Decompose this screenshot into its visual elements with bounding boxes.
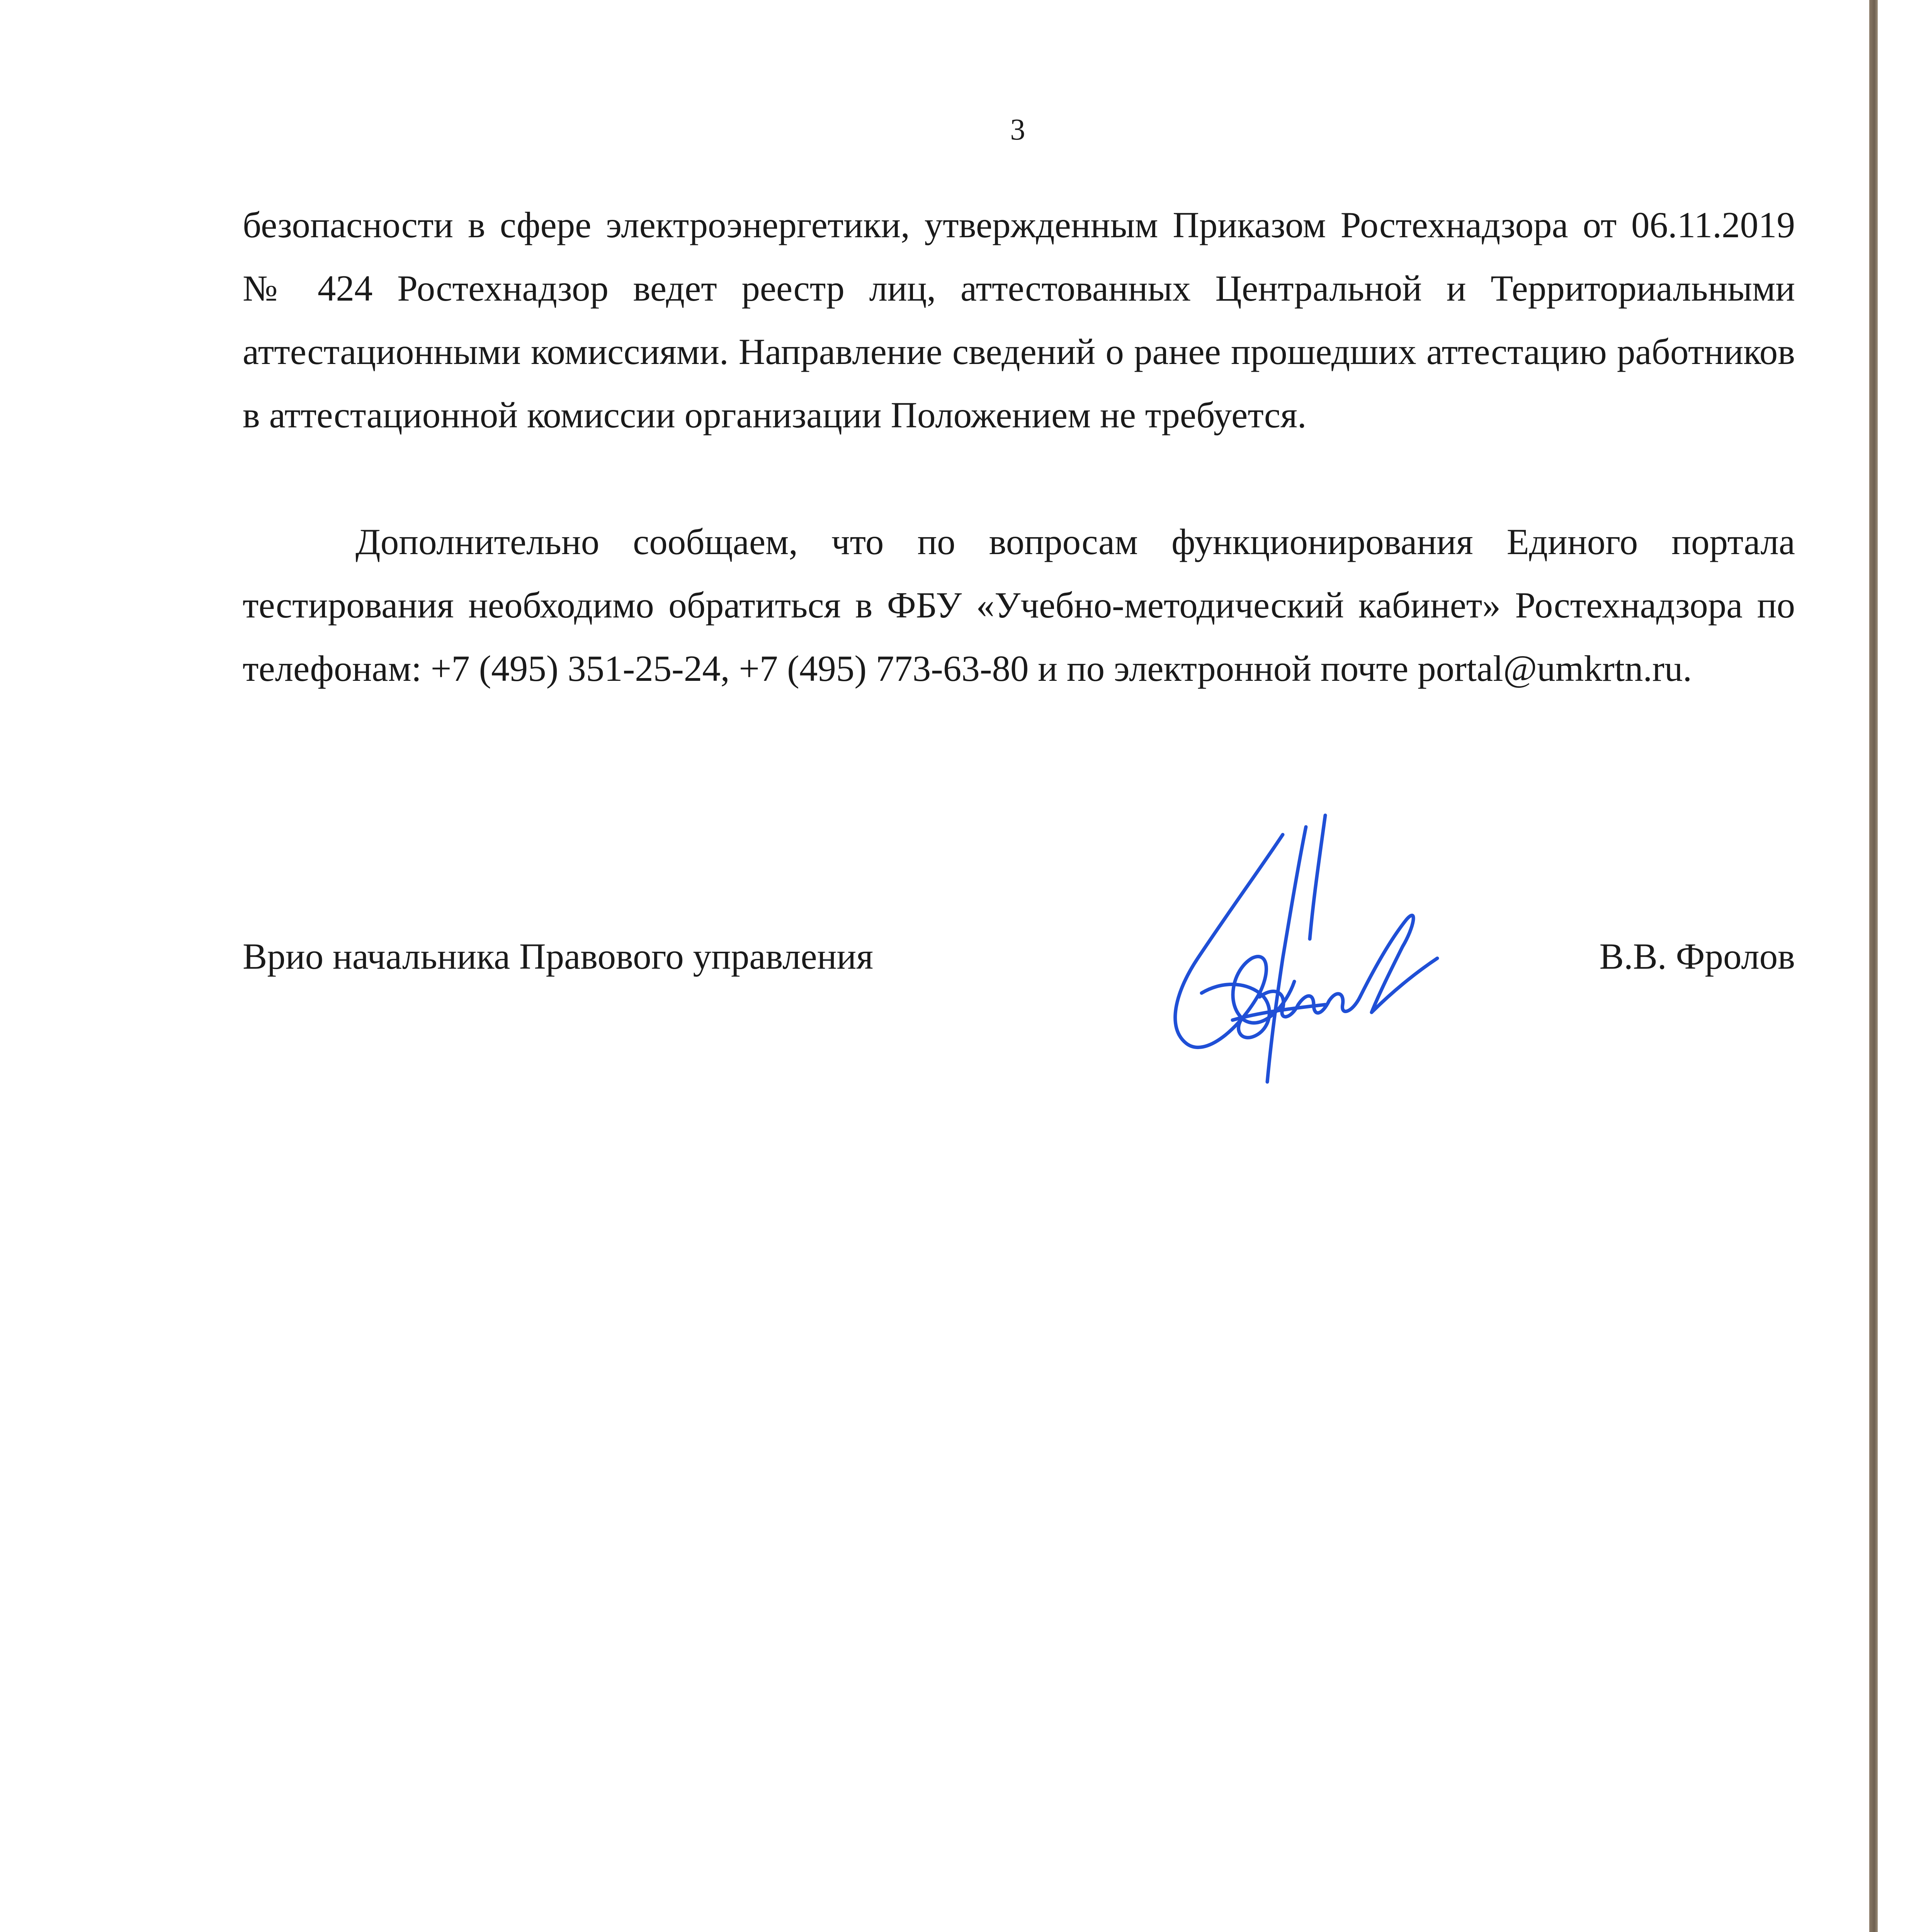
paragraph-portal-contacts: Дополнительно сообщаем, что по вопросам функционирования Единого портала тестирования необходимо обратиться в ФБУ «Учебно-методический кабинет» Ростехнадзора по телефонам: +7 (495) 351-25-24, +7 (495) 773-63-80 и по электронной почте portal@umkrtn.ru.	[243, 521, 1795, 689]
scan-edge-shadow	[1869, 0, 1878, 1932]
page-number: 3	[1010, 112, 1026, 146]
signatory-position: Врио начальника Правового управления	[243, 936, 874, 977]
signatory-name: В.В. Фролов	[1599, 936, 1795, 977]
handwritten-signature	[1144, 811, 1460, 1105]
signature-block	[243, 929, 1795, 983]
paragraph-registry: безопасности в сфере электроэнергетики, утвержденным Приказом Ростехнадзора от 06.11.2019 № 424 Ростехнадзор ведет реестр лиц, аттестованных Центральной и Территориальными аттестационными комиссиями. Направление сведений о ранее прошедших аттестацию работников в аттестационной комиссии организации Положением не требуется.	[243, 204, 1795, 435]
